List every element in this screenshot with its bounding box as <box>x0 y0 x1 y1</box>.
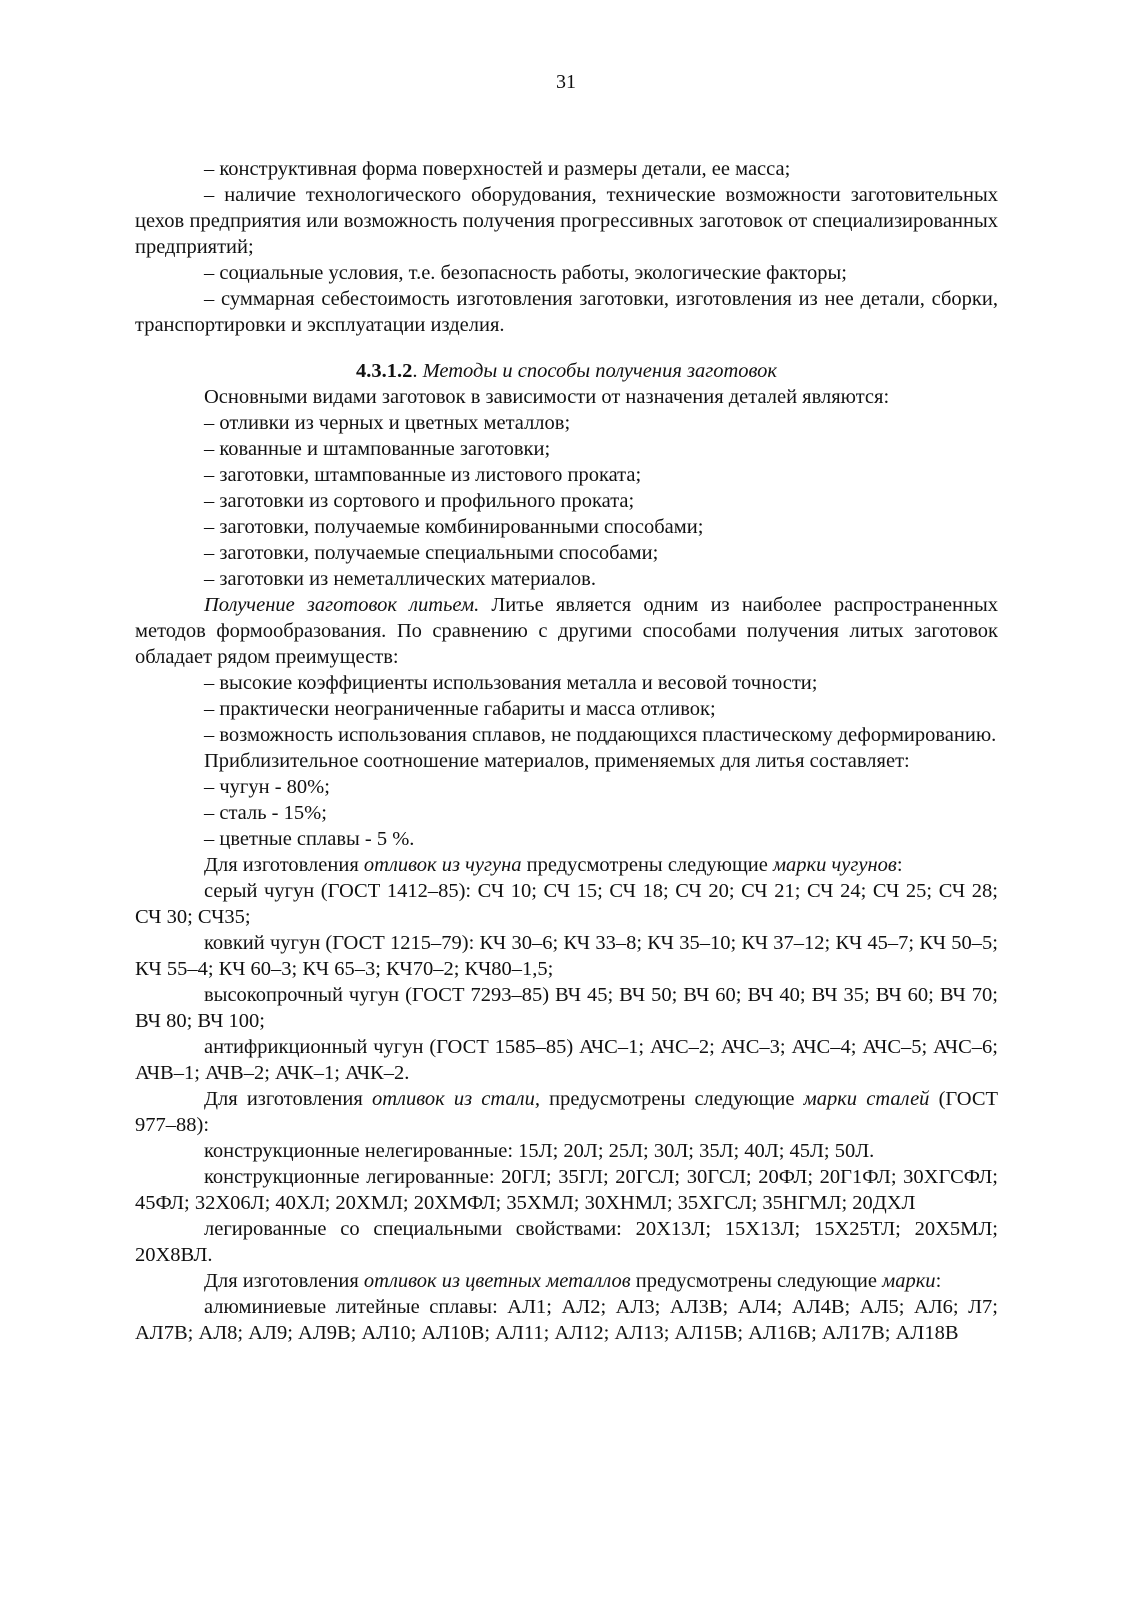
section-heading <box>135 358 998 384</box>
nonferrous-intro-d: марки <box>882 1270 936 1292</box>
iron-intro <box>135 852 998 878</box>
page-content <box>135 156 998 1346</box>
nonferrous-intro-a: Для изготовления <box>204 1270 364 1292</box>
nonferrous-grade: алюминиевые литейные сплавы: АЛ1; АЛ2; АЛ3; АЛ3В; АЛ4; АЛ4В; АЛ5; АЛ6; Л7; АЛ7В; АЛ8; АЛ9; АЛ9В; АЛ10; АЛ10В; АЛ11; АЛ12; АЛ13; АЛ15В; АЛ16В; АЛ17В; АЛ18В <box>135 1296 998 1344</box>
steel-intro <box>135 1086 998 1138</box>
steel-intro-c: предусмотрены следующие <box>540 1088 804 1110</box>
iron-intro-c: предусмотрены следующие <box>521 854 773 876</box>
section-title: Методы и способы получения заготовок <box>422 360 777 382</box>
iron-grade: антифрикционный чугун (ГОСТ 1585–85) АЧС–1; АЧС–2; АЧС–3; АЧС–4; АЧС–5; АЧС–6; АЧВ–1; АЧВ–2; АЧК–1; АЧК–2. <box>135 1036 998 1084</box>
ratio-intro: Приблизительное соотношение материалов, применяемых для литья составляет: <box>204 750 910 772</box>
steel-grade: конструкционные легированные: 20ГЛ; 35ГЛ; 20ГСЛ; 30ГСЛ; 20ФЛ; 20Г1ФЛ; 30ХГСФЛ; 45ФЛ; 32Х06Л; 40ХЛ; 20ХМЛ; 20ХМФЛ; 35ХМЛ; 30ХНМЛ; 35ХГСЛ; 35НГМЛ; 20ДХЛ <box>135 1166 998 1214</box>
casting-text: Литье является одним из наиболее распространенных методов формообразования. По сравнению с другими способами получения литых заготовок обладает рядом преимуществ: <box>135 594 998 668</box>
casting-paragraph <box>135 592 998 670</box>
steel-intro-d: марки сталей <box>803 1088 930 1110</box>
type-item: – заготовки, получаемые комбинированными способами; <box>204 516 704 538</box>
nonferrous-intro <box>135 1268 998 1294</box>
advantage-item: – практически неограниченные габариты и масса отливок; <box>204 698 716 720</box>
nonferrous-intro-b: отливок из цветных металлов <box>363 1270 631 1292</box>
types-intro: Основными видами заготовок в зависимости от назначения деталей являются: <box>204 386 890 408</box>
steel-intro-b: отливок из стали, <box>371 1088 541 1110</box>
iron-intro-b: отливок из чугуна <box>363 854 522 876</box>
page-number: 31 <box>556 71 576 93</box>
ratio-item: – чугун - 80%; <box>204 776 330 798</box>
factor-item: – суммарная себестоимость изготовления заготовки, изготовления из нее детали, сборки, транспортировки и эксплуатации изделия. <box>135 288 998 336</box>
type-item: – отливки из черных и цветных металлов; <box>204 412 571 434</box>
steel-intro-e: (ГОСТ 977–88): <box>135 1088 999 1136</box>
steel-grade: легированные со специальными свойствами: 20Х13Л; 15Х13Л; 15Х25ТЛ; 20Х5МЛ; 20Х8ВЛ. <box>135 1218 998 1266</box>
type-item: – заготовки, получаемые специальными способами; <box>204 542 659 564</box>
section-number: 4.3.1.2 <box>356 360 413 382</box>
nonferrous-intro-c: предусмотрены следующие <box>630 1270 883 1292</box>
type-item: – кованные и штампованные заготовки; <box>204 438 551 460</box>
iron-grade: высокопрочный чугун (ГОСТ 7293–85) ВЧ 45; ВЧ 50; ВЧ 60; ВЧ 40; ВЧ 35; ВЧ 60; ВЧ 70; ВЧ 80; ВЧ 100; <box>135 984 998 1032</box>
ratio-item: – цветные сплавы - 5 %. <box>204 828 415 850</box>
iron-intro-a: Для изготовления <box>204 854 364 876</box>
steel-intro-a: Для изготовления <box>204 1088 372 1110</box>
type-item: – заготовки, штампованные из листового проката; <box>204 464 642 486</box>
advantage-item: – высокие коэффициенты использования металла и весовой точности; <box>204 672 818 694</box>
ratio-item: – сталь - 15%; <box>204 802 327 824</box>
iron-intro-e: : <box>896 854 903 876</box>
factor-item: – социальные условия, т.е. безопасность работы, экологические факторы; <box>204 262 847 284</box>
iron-intro-d: марки чугунов <box>772 854 897 876</box>
factor-item: – наличие технологического оборудования, технические возможности заготовительных цехов предприятия или возможность получения прогрессивных заготовок от специализированных предприятий; <box>135 184 998 258</box>
nonferrous-intro-e: : <box>935 1270 942 1292</box>
type-item: – заготовки из сортового и профильного проката; <box>204 490 635 512</box>
steel-grade: конструкционные нелегированные: 15Л; 20Л; 25Л; 30Л; 35Л; 40Л; 45Л; 50Л. <box>204 1140 875 1162</box>
iron-grade: серый чугун (ГОСТ 1412–85): СЧ 10; СЧ 15; СЧ 18; СЧ 20; СЧ 21; СЧ 24; СЧ 25; СЧ 28; СЧ 30; СЧ35; <box>135 880 998 928</box>
section-separator: . <box>412 360 423 382</box>
factor-item: – конструктивная форма поверхностей и размеры детали, ее масса; <box>204 158 791 180</box>
iron-grade: ковкий чугун (ГОСТ 1215–79): КЧ 30–6; КЧ 33–8; КЧ 35–10; КЧ 37–12; КЧ 45–7; КЧ 50–5; КЧ 55–4; КЧ 60–3; КЧ 65–3; КЧ70–2; КЧ80–1,5; <box>135 932 998 980</box>
casting-title: Получение заготовок литьем. <box>204 594 480 616</box>
type-item: – заготовки из неметаллических материалов. <box>204 568 596 590</box>
advantage-item: – возможность использования сплавов, не поддающихся пластическому деформированию. <box>204 724 997 746</box>
